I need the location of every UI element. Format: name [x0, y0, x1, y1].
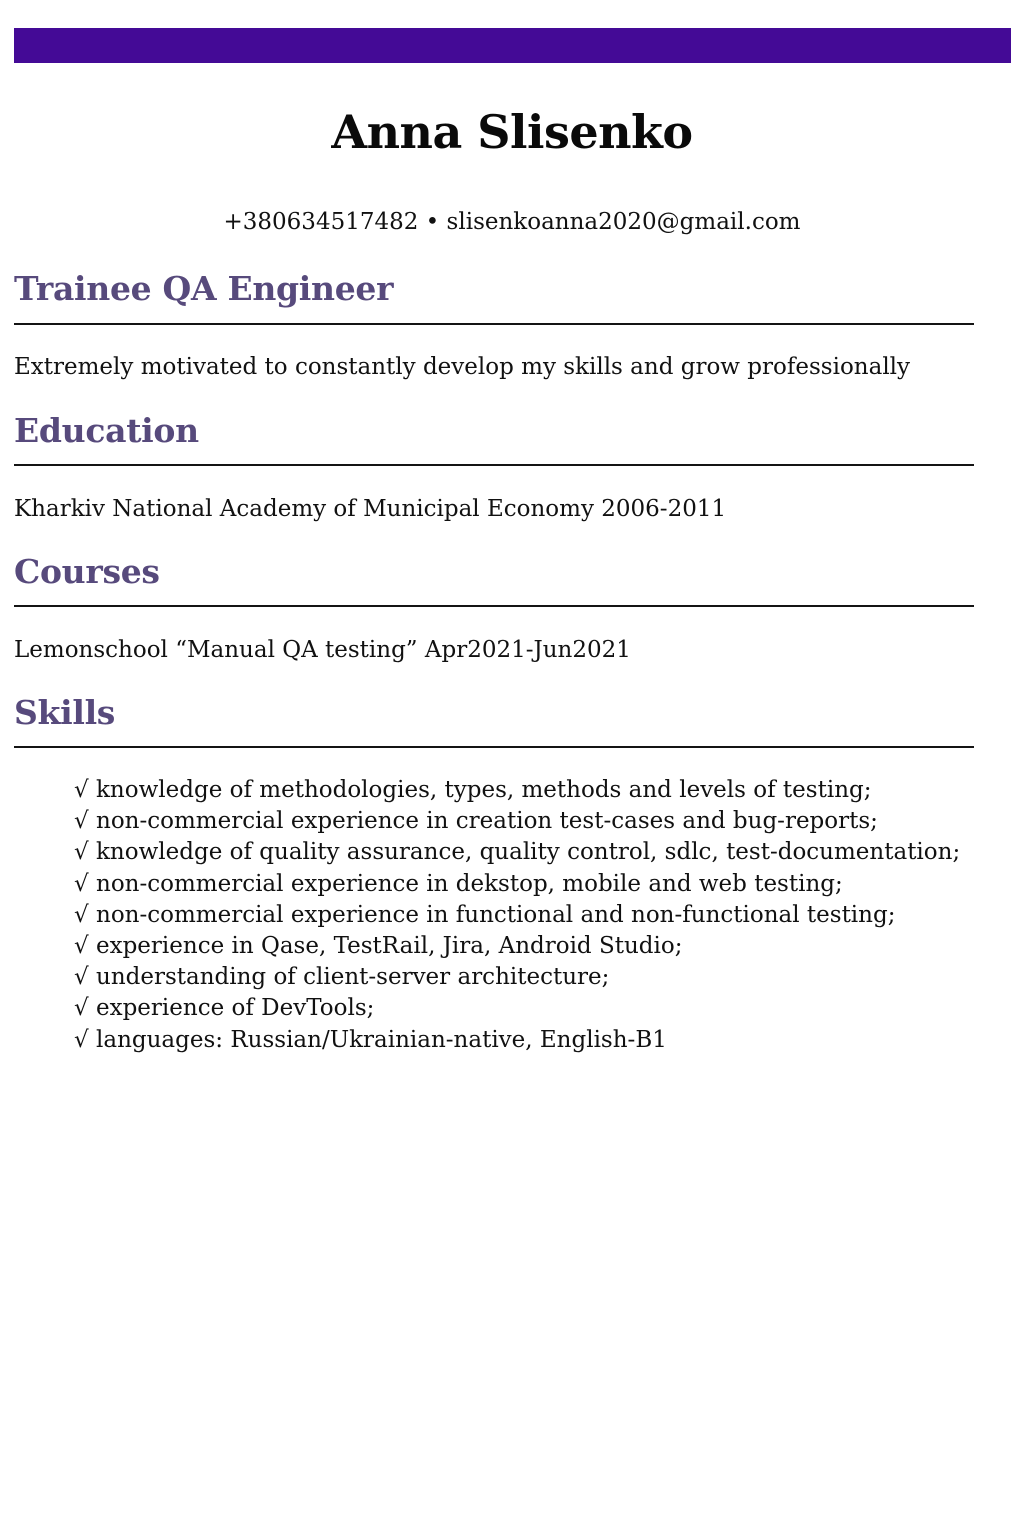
check-icon: √ — [74, 964, 89, 991]
check-icon: √ — [74, 839, 89, 866]
skill-text: non-commercial experience in dekstop, mobile and web testing; — [96, 870, 843, 897]
courses-text: Lemonschool “Manual QA testing” Apr2021-Jun2021 — [14, 637, 631, 663]
check-icon: √ — [74, 933, 89, 960]
skill-item — [74, 900, 960, 931]
skill-item — [74, 837, 960, 868]
skill-item — [74, 775, 960, 806]
skill-text: understanding of client-server architecture; — [96, 964, 610, 991]
check-icon: √ — [74, 870, 89, 897]
check-icon: √ — [74, 808, 89, 835]
skill-text: non-commercial experience in functional and non-functional testing; — [96, 901, 896, 928]
job-title-heading: Trainee QA Engineer — [14, 269, 394, 308]
courses-heading: Courses — [14, 552, 160, 591]
candidate-name: Anna Slisenko — [331, 105, 693, 159]
skill-item — [74, 1025, 960, 1056]
skills-heading: Skills — [14, 693, 116, 732]
section-divider — [14, 464, 974, 466]
skills-list — [74, 775, 960, 1056]
skill-item — [74, 931, 960, 962]
contact-info: +380634517482 • slisenkoanna2020@gmail.com — [223, 209, 801, 235]
skill-text: knowledge of methodologies, types, methods and levels of testing; — [96, 777, 872, 803]
skill-text: non-commercial experience in creation test-cases and bug-reports; — [96, 808, 878, 835]
education-text: Kharkiv National Academy of Municipal Economy 2006-2011 — [14, 496, 727, 522]
header-accent-bar — [14, 28, 1011, 63]
skill-item — [74, 993, 960, 1024]
skill-item — [74, 806, 960, 837]
check-icon: √ — [74, 1026, 89, 1053]
skill-text: languages: Russian/Ukrainian-native, English-B1 — [96, 1026, 667, 1053]
check-icon: √ — [74, 901, 89, 928]
skill-text: experience in Qase, TestRail, Jira, Android Studio; — [96, 933, 683, 960]
section-divider — [14, 323, 974, 325]
skill-item — [74, 962, 960, 993]
objective-text: Extremely motivated to constantly develop my skills and grow professionally — [14, 354, 911, 380]
skill-item — [74, 869, 960, 900]
section-divider — [14, 746, 974, 748]
check-icon: √ — [74, 995, 89, 1022]
education-heading: Education — [14, 411, 199, 450]
skill-text: experience of DevTools; — [96, 995, 375, 1022]
check-icon: √ — [74, 777, 89, 803]
section-divider — [14, 605, 974, 607]
skill-text: knowledge of quality assurance, quality control, sdlc, test-documentation; — [96, 839, 961, 866]
